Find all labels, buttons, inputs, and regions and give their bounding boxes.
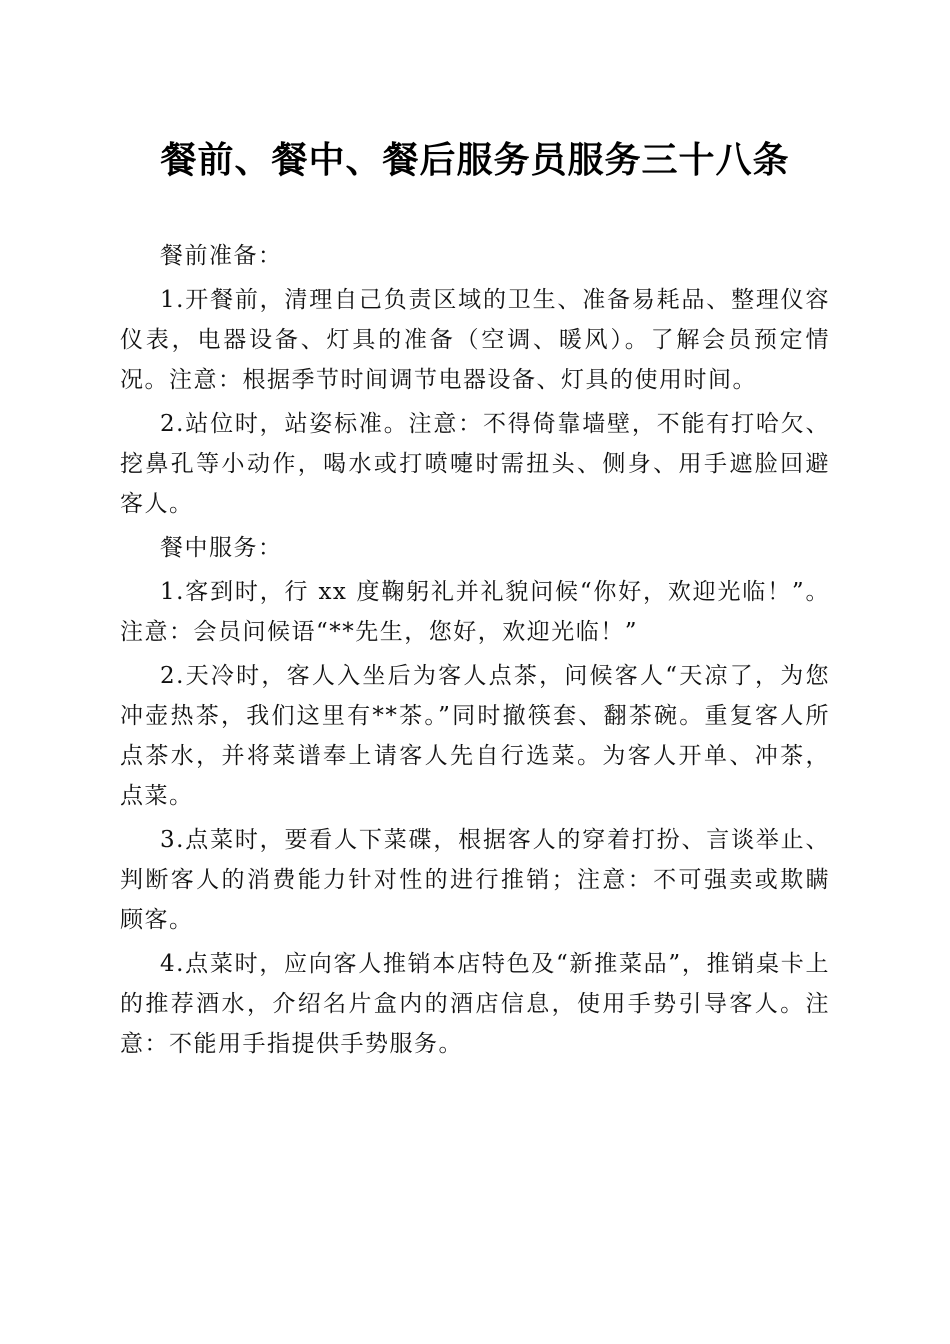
document-title: 餐前、餐中、餐后服务员服务三十八条 (160, 139, 790, 181)
paragraph: 3.点菜时，要看人下菜碟，根据客人的穿着打扮、言谈举止、判断客人的消费能力针对性的进行推销；注意：不可强卖或欺瞒顾客。 (120, 827, 830, 933)
document-body (120, 236, 830, 1068)
section-heading-during-meal: 餐中服务： (160, 535, 283, 561)
paragraph: 1.客到时，行 xx 度鞠躬礼并礼貌问候“你好，欢迎光临！”。注意：会员问候语“**先生，您好，欢迎光临！” (120, 579, 830, 645)
paragraph: 2.站位时，站姿标准。注意：不得倚靠墙壁，不能有打哈欠、挖鼻孔等小动作，喝水或打喷嚏时需扭头、侧身、用手遮脸回避客人。 (120, 411, 830, 517)
paragraph: 2.天冷时，客人入坐后为客人点茶，问候客人“天凉了，为您冲壶热茶，我们这里有**茶。”同时撤筷套、翻茶碗。重复客人所点茶水，并将菜谱奉上请客人先自行选菜。为客人开单、冲茶，点菜。 (120, 663, 830, 809)
paragraph: 1.开餐前，清理自己负责区域的卫生、准备易耗品、整理仪容仪表，电器设备、灯具的准备（空调、暖风）。了解会员预定情况。注意：根据季节时间调节电器设备、灯具的使用时间。 (120, 287, 830, 393)
paragraph: 4.点菜时，应向客人推销本店特色及“新推菜品”，推销桌卡上的推荐酒水，介绍名片盒内的酒店信息，使用手势引导客人。注意：不能用手指提供手势服务。 (120, 951, 830, 1057)
section-heading-pre-meal: 餐前准备： (160, 243, 283, 269)
